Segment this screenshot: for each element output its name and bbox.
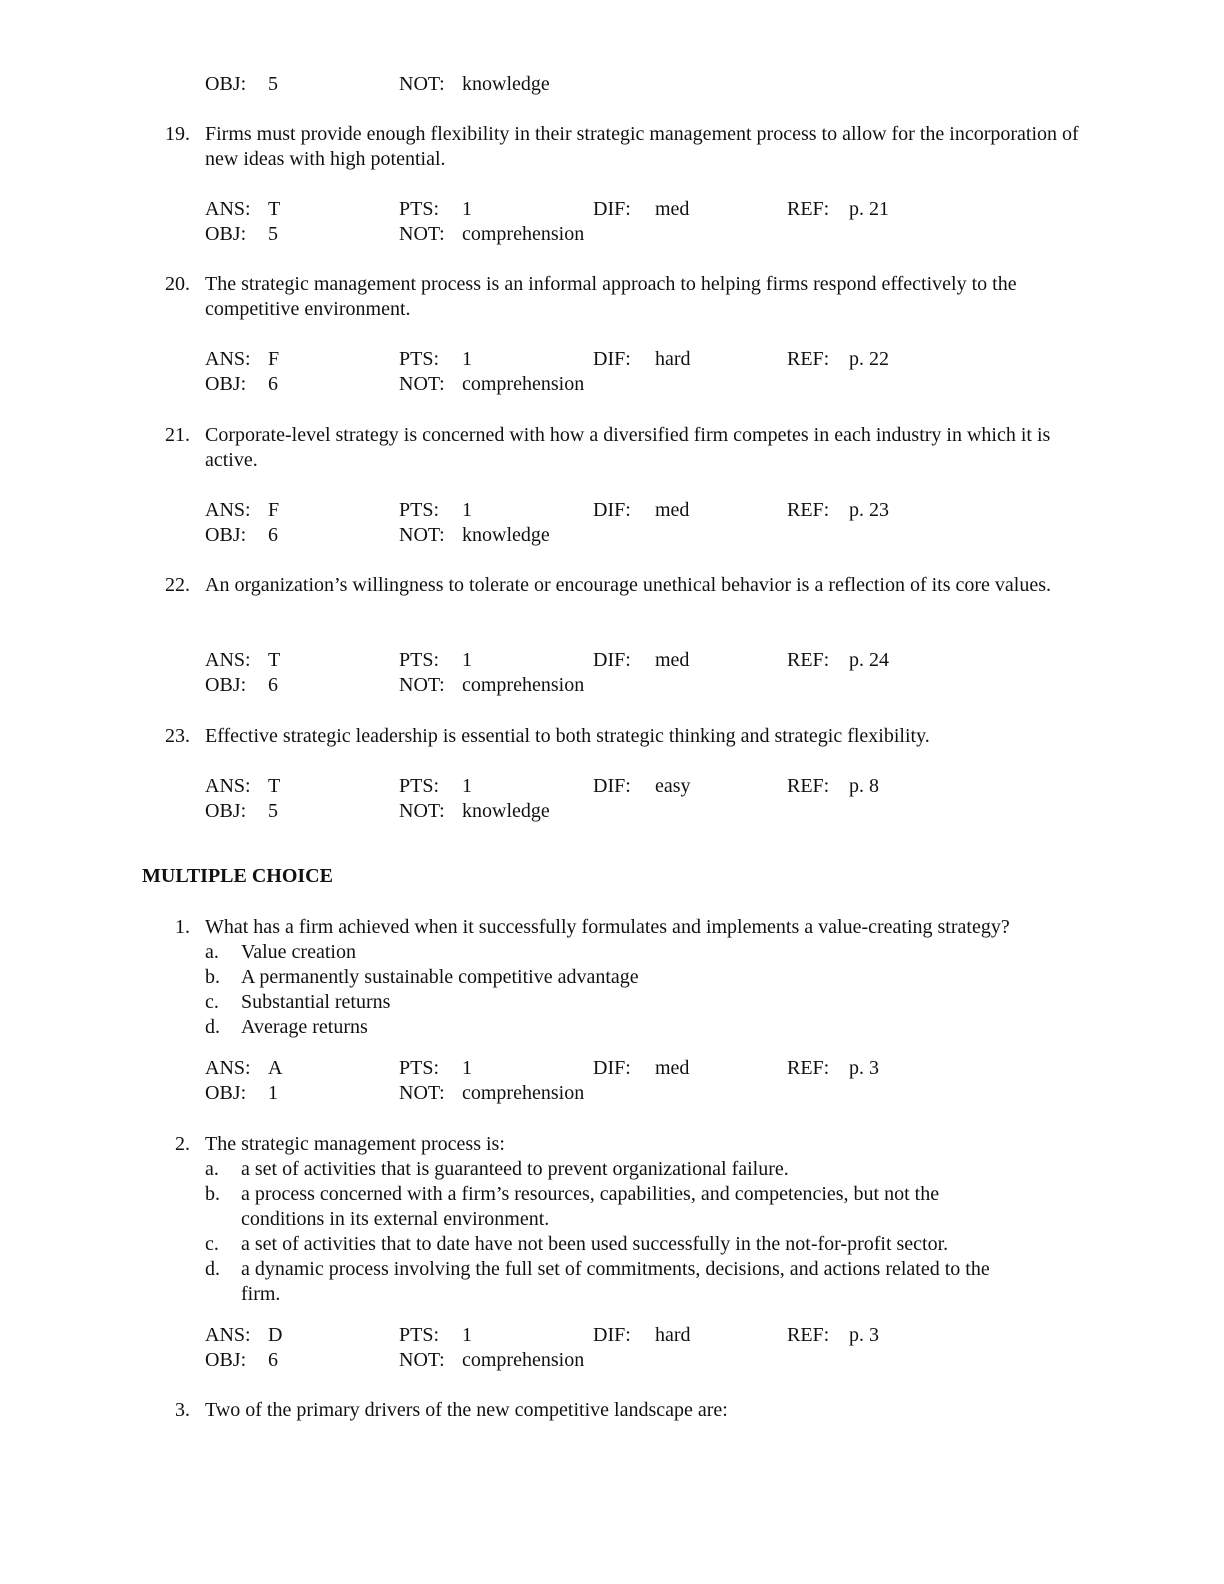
ref-value: p. 24 — [849, 649, 889, 671]
pts-value: 1 — [462, 775, 472, 797]
question-text: The strategic management process is an informal approach to helping firms respond effectively to the competitive environment. — [205, 273, 1017, 320]
not-label: NOT: — [399, 373, 445, 395]
ref-value: p. 8 — [849, 775, 879, 797]
dif-value: med — [655, 1057, 690, 1079]
answer-meta — [205, 774, 1105, 824]
not-value: comprehension — [462, 674, 585, 696]
option-text: Substantial returns — [241, 991, 391, 1013]
not-label: NOT: — [399, 674, 445, 696]
ref-label: REF: — [787, 348, 830, 370]
question-number: 2. — [175, 1133, 190, 1155]
option-text: Average returns — [241, 1016, 368, 1038]
pts-value: 1 — [462, 348, 472, 370]
option-letter: b. — [205, 1183, 220, 1205]
ref-value: p. 22 — [849, 348, 889, 370]
obj-label: OBJ: — [205, 800, 247, 822]
obj-value: 6 — [268, 1349, 278, 1371]
dif-value: med — [655, 198, 690, 220]
ans-value: F — [268, 499, 280, 521]
obj-label: OBJ: — [205, 1082, 247, 1104]
option-text: Value creation — [241, 941, 356, 963]
dif-value: hard — [655, 348, 691, 370]
option-text: a set of activities that is guaranteed to prevent organizational failure. — [241, 1158, 789, 1180]
answer-meta — [205, 498, 1105, 548]
dif-label: DIF: — [593, 1057, 631, 1079]
question-text: Effective strategic leadership is essential to both strategic thinking and strategic flexibility. — [205, 725, 930, 747]
question-number: 1. — [175, 916, 190, 938]
dif-label: DIF: — [593, 499, 631, 521]
question-text: Corporate-level strategy is concerned with how a diversified firm competes in each industry in which it is active. — [205, 424, 1051, 471]
obj-label: OBJ: — [205, 524, 247, 546]
obj-label: OBJ: — [205, 223, 247, 245]
ref-label: REF: — [787, 499, 830, 521]
option-text: a dynamic process involving the full set of commitments, decisions, and actions related to the firm. — [241, 1258, 990, 1305]
dif-value: easy — [655, 775, 691, 797]
ans-label: ANS: — [205, 1057, 251, 1079]
not-label: NOT: — [399, 524, 445, 546]
answer-meta — [205, 1323, 1105, 1373]
option-text: a set of activities that to date have not been used successfully in the not-for-profit sector. — [241, 1233, 949, 1255]
option-letter: c. — [205, 991, 219, 1013]
not-label: NOT: — [399, 1082, 445, 1104]
dif-label: DIF: — [593, 1324, 631, 1346]
not-value: comprehension — [462, 373, 585, 395]
pts-value: 1 — [462, 499, 472, 521]
question-text: Firms must provide enough flexibility in their strategic management process to allow for the incorporation of new ideas with high potential. — [205, 123, 1079, 170]
not-value: knowledge — [462, 524, 550, 546]
ref-label: REF: — [787, 775, 830, 797]
answer-meta — [205, 1056, 1105, 1106]
pts-value: 1 — [462, 198, 472, 220]
ans-label: ANS: — [205, 198, 251, 220]
not-value: comprehension — [462, 1349, 585, 1371]
dif-label: DIF: — [593, 198, 631, 220]
obj-value: 6 — [268, 524, 278, 546]
ref-value: p. 21 — [849, 198, 889, 220]
not-label: NOT: — [399, 73, 445, 95]
obj-label: OBJ: — [205, 73, 247, 95]
answer-meta — [205, 197, 1105, 247]
not-value: knowledge — [462, 73, 550, 95]
question-number: 19. — [165, 123, 190, 145]
ans-value: F — [268, 348, 280, 370]
dif-label: DIF: — [593, 775, 631, 797]
ans-label: ANS: — [205, 649, 251, 671]
question-number: 23. — [165, 725, 190, 747]
question-text: Two of the primary drivers of the new competitive landscape are: — [205, 1399, 728, 1421]
ans-label: ANS: — [205, 348, 251, 370]
question-text: What has a firm achieved when it successfully formulates and implements a value-creating strategy? — [205, 916, 1010, 938]
ref-value: p. 3 — [849, 1057, 879, 1079]
dif-value: hard — [655, 1324, 691, 1346]
ref-value: p. 3 — [849, 1324, 879, 1346]
ref-label: REF: — [787, 1057, 830, 1079]
obj-value: 1 — [268, 1082, 278, 1104]
pts-label: PTS: — [399, 499, 440, 521]
ref-value: p. 23 — [849, 499, 889, 521]
pts-label: PTS: — [399, 649, 440, 671]
not-value: comprehension — [462, 1082, 585, 1104]
ref-label: REF: — [787, 198, 830, 220]
ref-label: REF: — [787, 1324, 830, 1346]
pts-value: 1 — [462, 1057, 472, 1079]
obj-value: 6 — [268, 373, 278, 395]
question-number: 20. — [165, 273, 190, 295]
pts-label: PTS: — [399, 1324, 440, 1346]
obj-value: 5 — [268, 800, 278, 822]
option-text: A permanently sustainable competitive advantage — [241, 966, 639, 988]
ans-label: ANS: — [205, 499, 251, 521]
section-heading: MULTIPLE CHOICE — [142, 865, 333, 887]
not-value: comprehension — [462, 223, 585, 245]
ans-value: T — [268, 649, 281, 671]
question-text: The strategic management process is: — [205, 1133, 505, 1155]
dif-label: DIF: — [593, 348, 631, 370]
option-text: a process concerned with a firm’s resources, capabilities, and competencies, but not the conditions in its external environment. — [241, 1183, 940, 1230]
not-label: NOT: — [399, 800, 445, 822]
pts-label: PTS: — [399, 348, 440, 370]
not-label: NOT: — [399, 1349, 445, 1371]
dif-label: DIF: — [593, 649, 631, 671]
option-letter: c. — [205, 1233, 219, 1255]
ref-label: REF: — [787, 649, 830, 671]
obj-label: OBJ: — [205, 373, 247, 395]
obj-value: 5 — [268, 223, 278, 245]
top-meta — [205, 72, 1105, 122]
question-number: 22. — [165, 574, 190, 596]
obj-label: OBJ: — [205, 1349, 247, 1371]
pts-label: PTS: — [399, 1057, 440, 1079]
question-text: An organization’s willingness to tolerate or encourage unethical behavior is a reflection of its core values. — [205, 574, 1052, 596]
ans-value: D — [268, 1324, 283, 1346]
dif-value: med — [655, 499, 690, 521]
answer-meta — [205, 347, 1105, 397]
option-letter: a. — [205, 941, 219, 963]
question-number: 21. — [165, 424, 190, 446]
pts-label: PTS: — [399, 775, 440, 797]
obj-value: 5 — [268, 73, 278, 95]
not-value: knowledge — [462, 800, 550, 822]
ans-label: ANS: — [205, 775, 251, 797]
ans-value: A — [268, 1057, 283, 1079]
obj-value: 6 — [268, 674, 278, 696]
not-label: NOT: — [399, 223, 445, 245]
option-letter: d. — [205, 1258, 220, 1280]
ans-label: ANS: — [205, 1324, 251, 1346]
answer-meta — [205, 648, 1105, 698]
dif-value: med — [655, 649, 690, 671]
obj-label: OBJ: — [205, 674, 247, 696]
pts-value: 1 — [462, 649, 472, 671]
option-letter: d. — [205, 1016, 220, 1038]
option-letter: a. — [205, 1158, 219, 1180]
option-letter: b. — [205, 966, 220, 988]
ans-value: T — [268, 775, 281, 797]
ans-value: T — [268, 198, 281, 220]
question-number: 3. — [175, 1399, 190, 1421]
pts-value: 1 — [462, 1324, 472, 1346]
pts-label: PTS: — [399, 198, 440, 220]
